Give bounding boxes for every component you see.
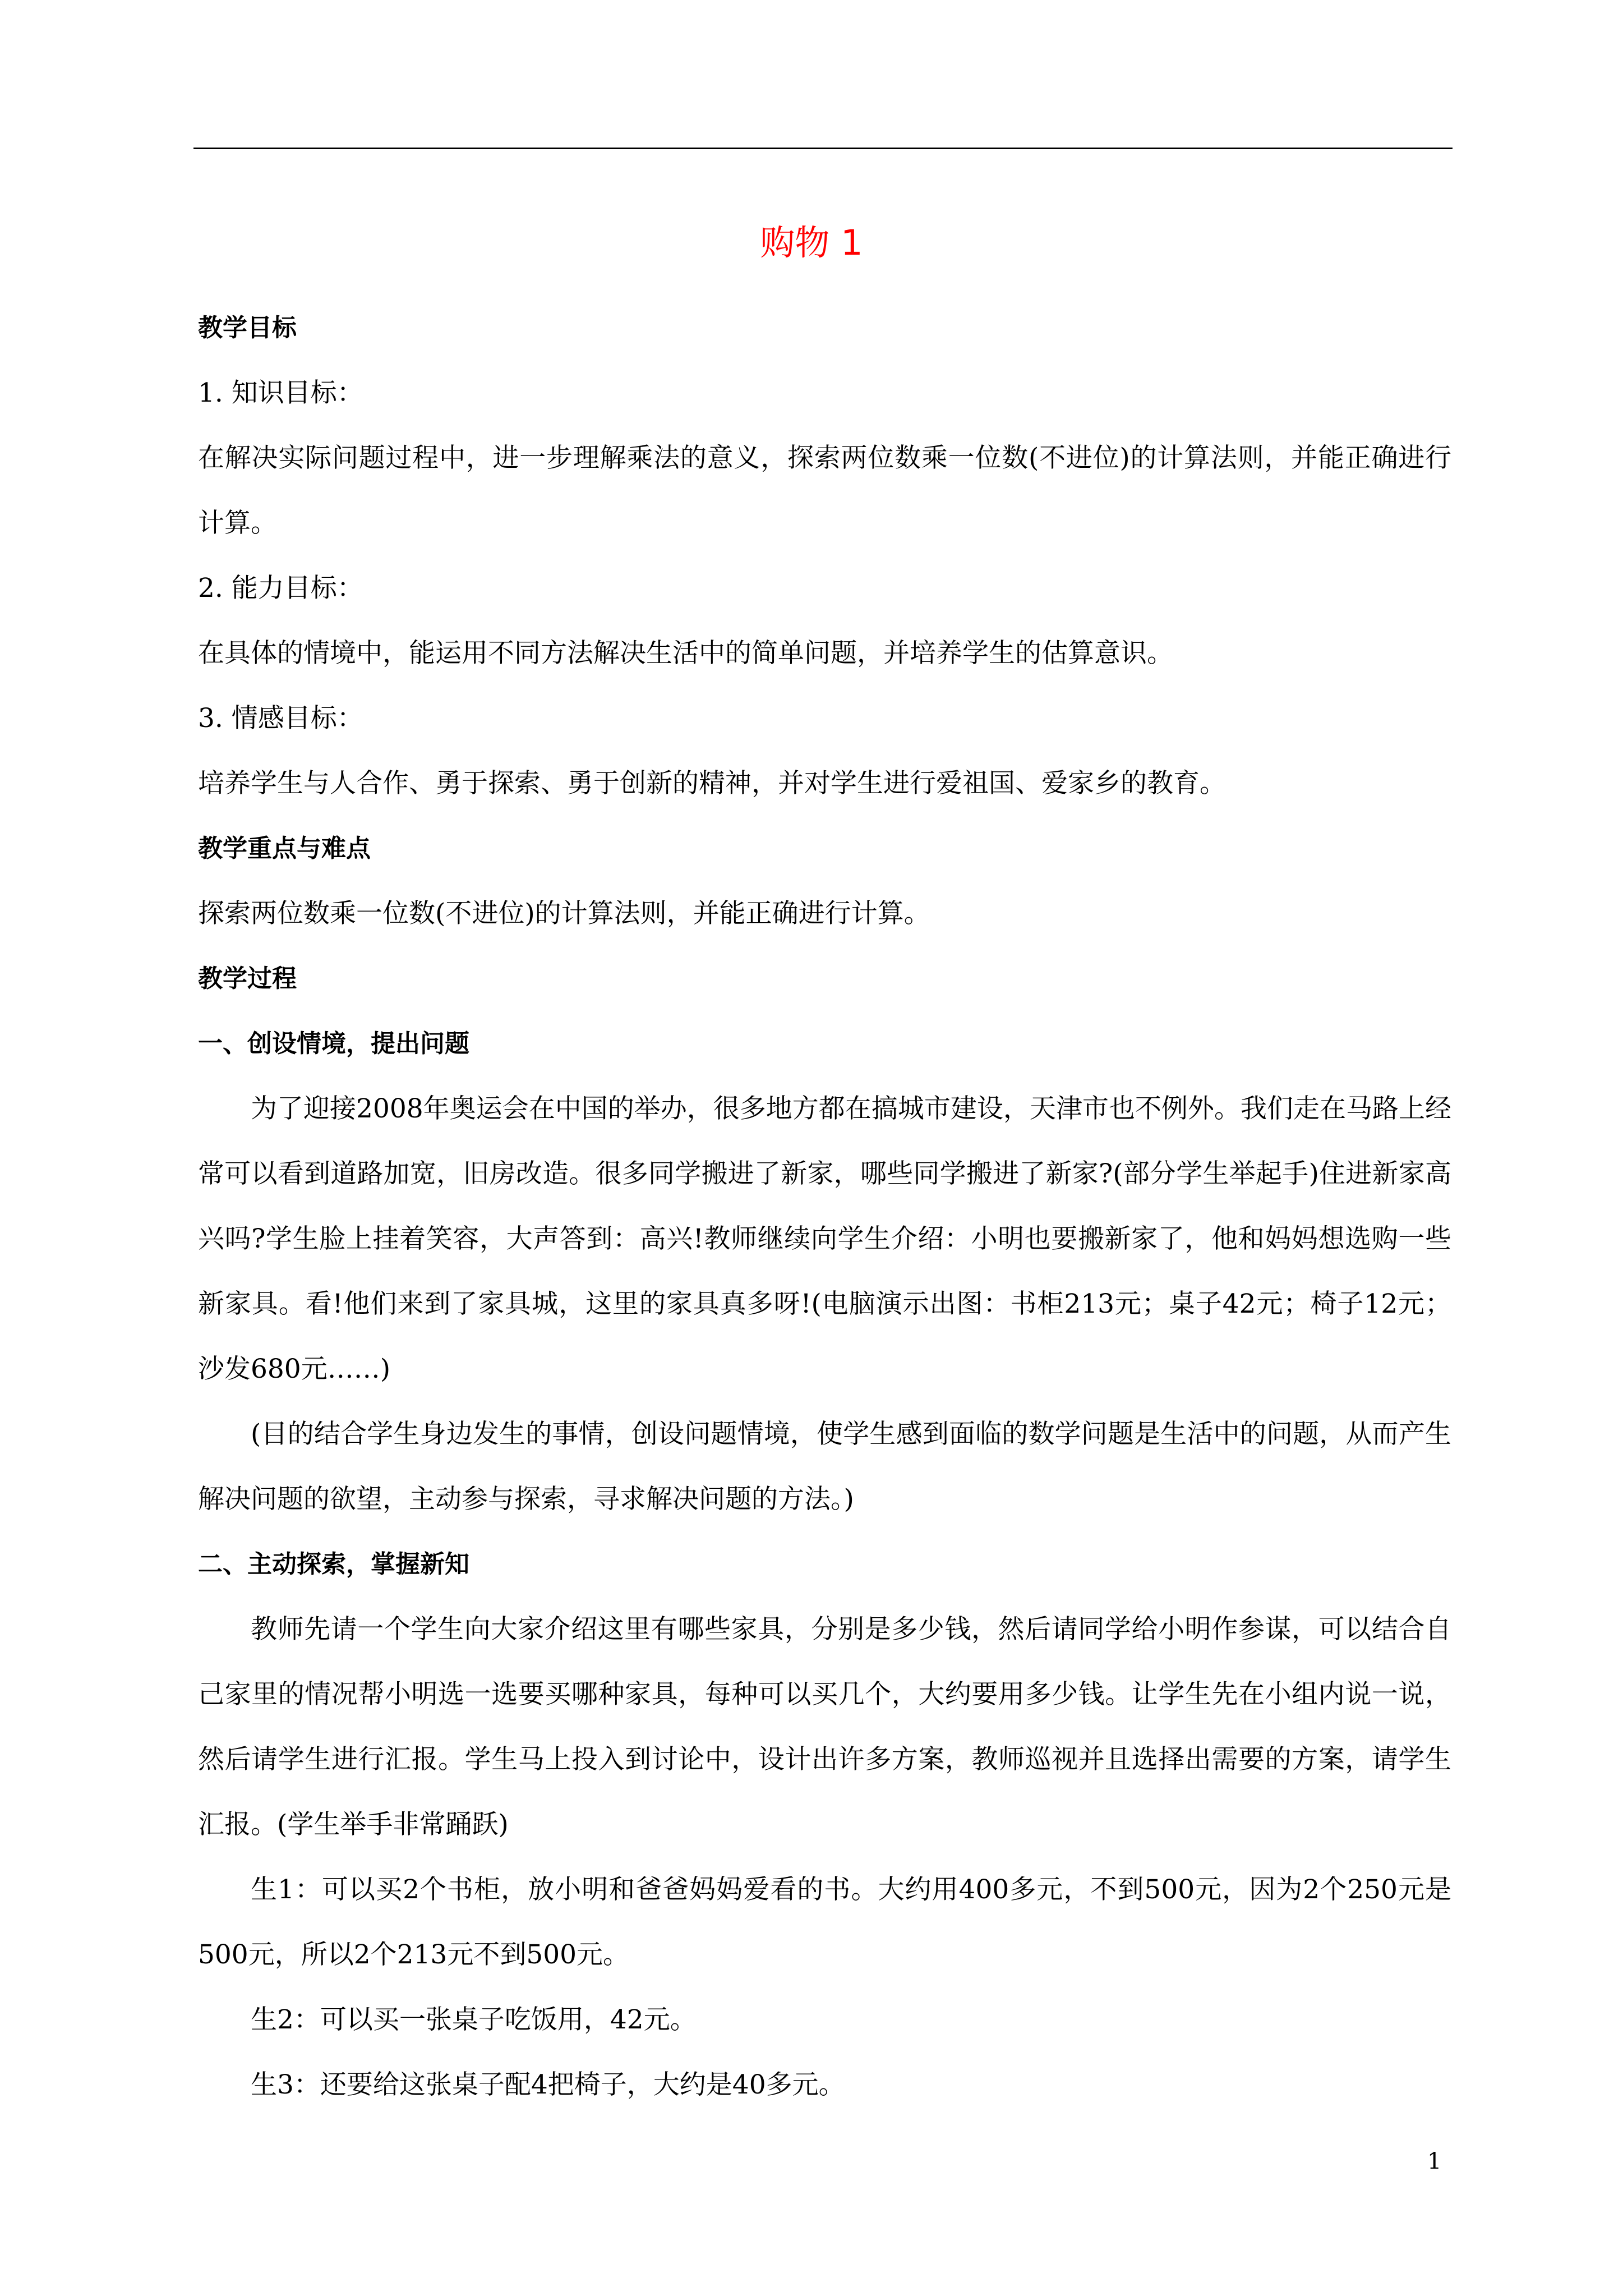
part1-paragraph-1: 为了迎接2008年奥运会在中国的举办，很多地方都在搞城市建设，天津市也不例外。我们走在马路上经常可以看到道路加宽，旧房改造。很多同学搬进了新家，哪些同学搬进了新家?(部分学生举起手)住进新家高兴吗?学生脸上挂着笑容，大声答到：高兴!教师继续向学生介绍：小明也要搬新家了，他和妈妈想选购一些新家具。看!他们来到了家具城，这里的家具真多呀!(电脑演示出图：书柜213元；桌子42元；椅子12元；沙发680元……) xyxy=(198,1093,1451,1384)
goal2-text: 在具体的情境中，能运用不同方法解决生活中的简单问题，并培养学生的估算意识。 xyxy=(198,638,1173,669)
goal3-label: 3. 情感目标： xyxy=(198,703,363,734)
goal1-text: 在解决实际问题过程中，进一步理解乘法的意义，探索两位数乘一位数(不进位)的计算法则，并能正确进行计算。 xyxy=(198,443,1451,539)
part2-paragraph-1: 教师先请一个学生向大家介绍这里有哪些家具，分别是多少钱，然后请同学给小明作参谋，可以结合自己家里的情况帮小明选一选要买哪种家具，每种可以买几个，大约要用多少钱。让学生先在小组内说一说，然后请学生进行汇报。学生马上投入到讨论中，设计出许多方案，教师巡视并且选择出需要的方案，请学生汇报。(学生举手非常踊跃) xyxy=(198,1614,1451,1840)
student3-response: 生3：还要给这张桌子配4把椅子，大约是40多元。 xyxy=(251,2069,845,2100)
keypoints-text: 探索两位数乘一位数(不进位)的计算法则，并能正确进行计算。 xyxy=(198,898,930,929)
part2-heading: 二、主动探索，掌握新知 xyxy=(198,1550,469,1579)
section-heading-keypoints: 教学重点与难点 xyxy=(198,834,371,863)
student1-response: 生1：可以买2个书柜，放小明和爸爸妈妈爱看的书。大约用400多元，不到500元，因为2个250元是500元，所以2个213元不到500元。 xyxy=(198,1874,1451,1970)
section-heading-goals: 教学目标 xyxy=(198,314,297,342)
part1-heading: 一、创设情境，提出问题 xyxy=(198,1029,469,1058)
goal1-label: 1. 知识目标： xyxy=(198,378,363,408)
student2-response: 生2：可以买一张桌子吃饭用，42元。 xyxy=(251,2004,697,2035)
part1-paragraph-2: (目的结合学生身边发生的事情，创设问题情境，使学生感到面临的数学问题是生活中的问题，从而产生解决问题的欲望，主动参与探索，寻求解决问题的方法。) xyxy=(198,1419,1451,1515)
page-title: 购物 1 xyxy=(760,222,863,263)
goal2-label: 2. 能力目标： xyxy=(198,573,363,604)
page-number: 1 xyxy=(1427,2148,1442,2174)
document-body xyxy=(198,296,1451,2118)
header-rule xyxy=(193,148,1453,149)
goal3-text: 培养学生与人合作、勇于探索、勇于创新的精神，并对学生进行爱祖国、爱家乡的教育。 xyxy=(198,768,1226,799)
section-heading-process: 教学过程 xyxy=(198,964,297,993)
